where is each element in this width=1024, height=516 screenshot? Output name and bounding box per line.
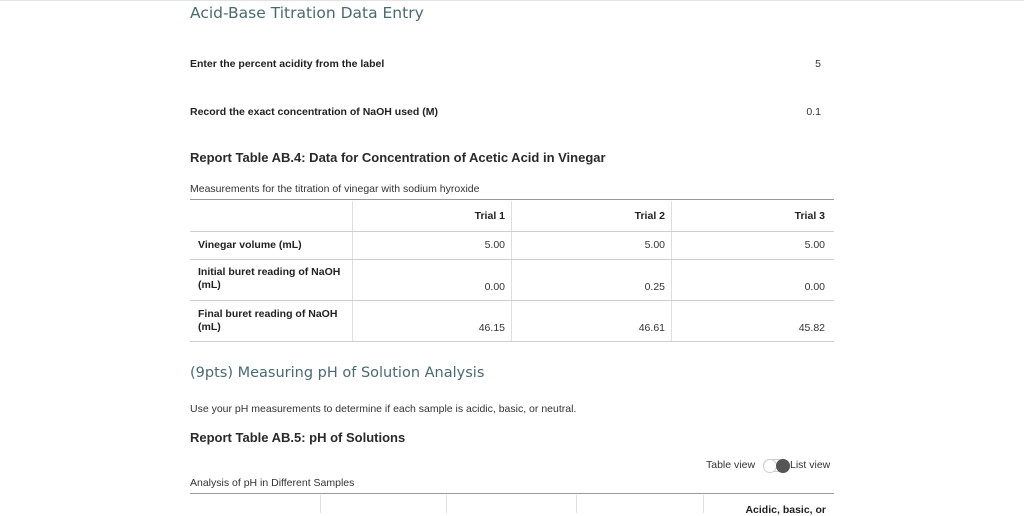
cell-trial-3-final[interactable]: 45.82 xyxy=(798,322,825,334)
header-trial-2: Trial 2 xyxy=(634,210,665,222)
header-trial-1: Trial 1 xyxy=(474,210,505,222)
cell-trial-1-vinegar[interactable]: 5.00 xyxy=(484,239,505,251)
table-view-label: Table view xyxy=(706,459,756,471)
table-ab5-top-border xyxy=(190,493,834,494)
cell-trial-2-initial[interactable]: 0.25 xyxy=(644,281,665,293)
table-ab4-title: Report Table AB.4: Data for Concentration of Acetic Acid in Vinegar xyxy=(190,150,606,165)
table-ab5-title: Report Table AB.5: pH of Solutions xyxy=(190,430,406,445)
cell-trial-3-vinegar[interactable]: 5.00 xyxy=(804,239,825,251)
col-divider xyxy=(703,495,704,513)
row-divider xyxy=(190,259,834,260)
col-divider xyxy=(320,495,321,513)
ph-instructions: Use your pH measurements to determine if each sample is acidic, basic, or neutral. xyxy=(190,403,577,415)
cell-trial-3-initial[interactable]: 0.00 xyxy=(804,281,825,293)
toggle-track-marker xyxy=(763,459,777,473)
table-ab4-bottom-border xyxy=(190,341,834,342)
toggle-knob xyxy=(776,459,790,473)
col-divider xyxy=(511,201,512,341)
cell-trial-2-vinegar[interactable]: 5.00 xyxy=(644,239,665,251)
table-ab4-caption: Measurements for the titration of vinegar with sodium hyroxide xyxy=(190,183,480,195)
table-ab5-caption: Analysis of pH in Different Samples xyxy=(190,477,355,489)
naoh-concentration-value[interactable]: 0.1 xyxy=(806,106,821,118)
col-divider xyxy=(446,495,447,513)
row-label-initial-buret: Initial buret reading of NaOH (mL) xyxy=(198,266,341,291)
col-divider xyxy=(352,201,353,341)
cell-trial-1-initial[interactable]: 0.00 xyxy=(484,281,505,293)
cell-trial-2-final[interactable]: 46.61 xyxy=(638,322,665,334)
view-toggle-switch[interactable] xyxy=(763,459,789,472)
page-title: Acid-Base Titration Data Entry xyxy=(190,4,424,22)
naoh-concentration-label: Record the exact concentration of NaOH used (M) xyxy=(190,106,438,118)
cell-trial-1-final[interactable]: 46.15 xyxy=(478,322,505,334)
table-ab4-top-border xyxy=(190,199,834,200)
col-divider xyxy=(576,495,577,513)
row-label-final-buret: Final buret reading of NaOH (mL) xyxy=(198,308,338,333)
row-label-vinegar-volume: Vinegar volume (mL) xyxy=(198,239,302,251)
row-divider xyxy=(190,300,834,301)
percent-acidity-value[interactable]: 5 xyxy=(815,58,821,70)
header-acidic-basic: Acidic, basic, or xyxy=(745,504,826,516)
top-divider xyxy=(0,0,1024,1)
row-divider xyxy=(190,231,834,232)
list-view-label: List view xyxy=(790,459,831,471)
header-trial-3: Trial 3 xyxy=(794,210,825,222)
col-divider xyxy=(671,201,672,341)
ph-section-heading: (9pts) Measuring pH of Solution Analysis xyxy=(190,365,485,381)
percent-acidity-label: Enter the percent acidity from the label xyxy=(190,58,385,70)
